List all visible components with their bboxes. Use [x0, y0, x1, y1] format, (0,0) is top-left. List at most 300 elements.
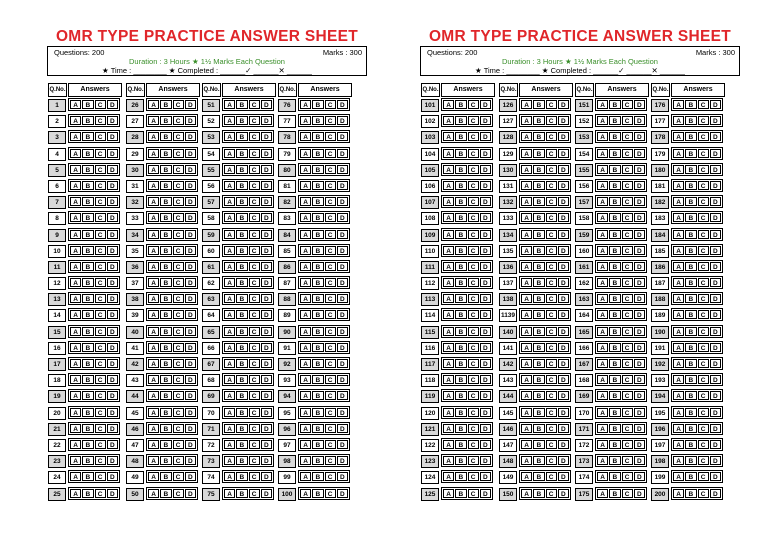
option-bubble-b[interactable]: B [160, 132, 171, 141]
option-bubble-d[interactable]: D [337, 489, 348, 498]
option-bubble-c[interactable]: C [698, 489, 709, 498]
option-bubble-a[interactable]: A [443, 165, 454, 174]
option-bubble-d[interactable]: D [185, 359, 196, 368]
option-bubble-a[interactable]: A [224, 375, 235, 384]
option-bubble-d[interactable]: D [107, 100, 118, 109]
option-bubble-d[interactable]: D [107, 246, 118, 255]
option-bubble-b[interactable]: B [236, 181, 247, 190]
option-bubble-b[interactable]: B [82, 181, 93, 190]
option-bubble-a[interactable]: A [300, 230, 311, 239]
option-bubble-a[interactable]: A [521, 278, 532, 287]
option-bubble-a[interactable]: A [443, 230, 454, 239]
option-bubble-a[interactable]: A [148, 132, 159, 141]
option-bubble-c[interactable]: C [546, 472, 557, 481]
option-bubble-d[interactable]: D [337, 424, 348, 433]
option-bubble-d[interactable]: D [710, 294, 721, 303]
option-bubble-a[interactable]: A [148, 100, 159, 109]
option-bubble-d[interactable]: D [337, 230, 348, 239]
option-bubble-a[interactable]: A [148, 262, 159, 271]
option-bubble-a[interactable]: A [300, 246, 311, 255]
option-bubble-c[interactable]: C [249, 424, 260, 433]
option-bubble-d[interactable]: D [634, 132, 645, 141]
option-bubble-d[interactable]: D [185, 132, 196, 141]
option-bubble-c[interactable]: C [468, 213, 479, 222]
option-bubble-a[interactable]: A [673, 472, 684, 481]
option-bubble-b[interactable]: B [236, 391, 247, 400]
option-bubble-c[interactable]: C [622, 181, 633, 190]
option-bubble-a[interactable]: A [224, 230, 235, 239]
option-bubble-a[interactable]: A [70, 489, 81, 498]
option-bubble-a[interactable]: A [443, 213, 454, 222]
option-bubble-a[interactable]: A [70, 327, 81, 336]
option-bubble-b[interactable]: B [455, 408, 466, 417]
option-bubble-d[interactable]: D [107, 310, 118, 319]
option-bubble-b[interactable]: B [312, 327, 323, 336]
option-bubble-c[interactable]: C [325, 456, 336, 465]
option-bubble-a[interactable]: A [673, 294, 684, 303]
option-bubble-b[interactable]: B [455, 489, 466, 498]
option-bubble-d[interactable]: D [261, 262, 272, 271]
option-bubble-b[interactable]: B [82, 230, 93, 239]
option-bubble-d[interactable]: D [107, 359, 118, 368]
option-bubble-c[interactable]: C [249, 343, 260, 352]
option-bubble-c[interactable]: C [249, 132, 260, 141]
option-bubble-d[interactable]: D [558, 132, 569, 141]
option-bubble-b[interactable]: B [455, 424, 466, 433]
option-bubble-b[interactable]: B [533, 149, 544, 158]
option-bubble-d[interactable]: D [480, 440, 491, 449]
option-bubble-c[interactable]: C [95, 375, 106, 384]
option-bubble-a[interactable]: A [443, 391, 454, 400]
option-bubble-d[interactable]: D [558, 375, 569, 384]
option-bubble-c[interactable]: C [173, 294, 184, 303]
option-bubble-b[interactable]: B [160, 262, 171, 271]
option-bubble-a[interactable]: A [597, 230, 608, 239]
option-bubble-d[interactable]: D [261, 310, 272, 319]
option-bubble-c[interactable]: C [249, 440, 260, 449]
option-bubble-b[interactable]: B [685, 359, 696, 368]
option-bubble-a[interactable]: A [300, 440, 311, 449]
option-bubble-c[interactable]: C [249, 391, 260, 400]
option-bubble-a[interactable]: A [300, 391, 311, 400]
option-bubble-d[interactable]: D [185, 489, 196, 498]
option-bubble-d[interactable]: D [480, 132, 491, 141]
option-bubble-c[interactable]: C [468, 165, 479, 174]
option-bubble-b[interactable]: B [312, 472, 323, 481]
option-bubble-d[interactable]: D [558, 197, 569, 206]
option-bubble-b[interactable]: B [312, 456, 323, 465]
option-bubble-c[interactable]: C [546, 375, 557, 384]
option-bubble-a[interactable]: A [521, 391, 532, 400]
option-bubble-c[interactable]: C [622, 149, 633, 158]
option-bubble-d[interactable]: D [634, 472, 645, 481]
option-bubble-d[interactable]: D [185, 375, 196, 384]
option-bubble-c[interactable]: C [622, 246, 633, 255]
option-bubble-c[interactable]: C [173, 456, 184, 465]
option-bubble-b[interactable]: B [455, 132, 466, 141]
option-bubble-c[interactable]: C [622, 391, 633, 400]
option-bubble-b[interactable]: B [609, 181, 620, 190]
option-bubble-d[interactable]: D [710, 327, 721, 336]
option-bubble-a[interactable]: A [224, 327, 235, 336]
option-bubble-a[interactable]: A [148, 456, 159, 465]
option-bubble-a[interactable]: A [597, 132, 608, 141]
option-bubble-c[interactable]: C [468, 456, 479, 465]
option-bubble-d[interactable]: D [710, 197, 721, 206]
option-bubble-b[interactable]: B [82, 327, 93, 336]
option-bubble-d[interactable]: D [261, 116, 272, 125]
option-bubble-b[interactable]: B [685, 294, 696, 303]
option-bubble-d[interactable]: D [480, 230, 491, 239]
option-bubble-a[interactable]: A [224, 359, 235, 368]
option-bubble-c[interactable]: C [468, 472, 479, 481]
option-bubble-c[interactable]: C [173, 213, 184, 222]
option-bubble-a[interactable]: A [148, 375, 159, 384]
option-bubble-d[interactable]: D [337, 408, 348, 417]
option-bubble-c[interactable]: C [698, 440, 709, 449]
option-bubble-a[interactable]: A [673, 489, 684, 498]
option-bubble-b[interactable]: B [312, 310, 323, 319]
option-bubble-b[interactable]: B [82, 359, 93, 368]
option-bubble-b[interactable]: B [685, 262, 696, 271]
option-bubble-d[interactable]: D [337, 116, 348, 125]
option-bubble-d[interactable]: D [261, 472, 272, 481]
option-bubble-a[interactable]: A [597, 116, 608, 125]
option-bubble-c[interactable]: C [698, 246, 709, 255]
option-bubble-a[interactable]: A [300, 327, 311, 336]
option-bubble-d[interactable]: D [185, 472, 196, 481]
option-bubble-d[interactable]: D [480, 375, 491, 384]
option-bubble-c[interactable]: C [546, 310, 557, 319]
option-bubble-b[interactable]: B [533, 165, 544, 174]
option-bubble-a[interactable]: A [597, 440, 608, 449]
option-bubble-d[interactable]: D [558, 246, 569, 255]
option-bubble-a[interactable]: A [597, 359, 608, 368]
option-bubble-c[interactable]: C [173, 375, 184, 384]
option-bubble-a[interactable]: A [224, 424, 235, 433]
option-bubble-a[interactable]: A [443, 278, 454, 287]
option-bubble-b[interactable]: B [455, 181, 466, 190]
option-bubble-b[interactable]: B [685, 181, 696, 190]
option-bubble-a[interactable]: A [443, 294, 454, 303]
option-bubble-c[interactable]: C [95, 197, 106, 206]
option-bubble-d[interactable]: D [107, 132, 118, 141]
option-bubble-d[interactable]: D [634, 489, 645, 498]
option-bubble-d[interactable]: D [634, 100, 645, 109]
option-bubble-c[interactable]: C [468, 246, 479, 255]
option-bubble-d[interactable]: D [185, 456, 196, 465]
option-bubble-b[interactable]: B [160, 440, 171, 449]
option-bubble-d[interactable]: D [480, 149, 491, 158]
option-bubble-d[interactable]: D [710, 165, 721, 174]
option-bubble-c[interactable]: C [325, 424, 336, 433]
option-bubble-b[interactable]: B [685, 440, 696, 449]
option-bubble-c[interactable]: C [468, 230, 479, 239]
option-bubble-c[interactable]: C [546, 116, 557, 125]
option-bubble-b[interactable]: B [685, 489, 696, 498]
option-bubble-c[interactable]: C [698, 359, 709, 368]
option-bubble-c[interactable]: C [173, 408, 184, 417]
option-bubble-a[interactable]: A [224, 456, 235, 465]
option-bubble-d[interactable]: D [261, 327, 272, 336]
option-bubble-a[interactable]: A [300, 262, 311, 271]
option-bubble-b[interactable]: B [455, 246, 466, 255]
option-bubble-d[interactable]: D [185, 310, 196, 319]
option-bubble-b[interactable]: B [312, 132, 323, 141]
option-bubble-d[interactable]: D [337, 100, 348, 109]
option-bubble-b[interactable]: B [82, 149, 93, 158]
option-bubble-c[interactable]: C [546, 359, 557, 368]
option-bubble-b[interactable]: B [82, 262, 93, 271]
option-bubble-c[interactable]: C [468, 262, 479, 271]
option-bubble-c[interactable]: C [698, 391, 709, 400]
option-bubble-d[interactable]: D [558, 489, 569, 498]
option-bubble-c[interactable]: C [325, 165, 336, 174]
option-bubble-a[interactable]: A [443, 197, 454, 206]
option-bubble-a[interactable]: A [443, 262, 454, 271]
option-bubble-c[interactable]: C [249, 294, 260, 303]
option-bubble-b[interactable]: B [455, 262, 466, 271]
option-bubble-b[interactable]: B [160, 472, 171, 481]
option-bubble-d[interactable]: D [107, 213, 118, 222]
option-bubble-b[interactable]: B [236, 213, 247, 222]
option-bubble-a[interactable]: A [70, 213, 81, 222]
option-bubble-d[interactable]: D [634, 343, 645, 352]
option-bubble-a[interactable]: A [443, 246, 454, 255]
option-bubble-a[interactable]: A [148, 213, 159, 222]
option-bubble-d[interactable]: D [185, 149, 196, 158]
option-bubble-c[interactable]: C [249, 197, 260, 206]
option-bubble-d[interactable]: D [558, 116, 569, 125]
option-bubble-b[interactable]: B [236, 408, 247, 417]
option-bubble-b[interactable]: B [236, 456, 247, 465]
option-bubble-b[interactable]: B [312, 278, 323, 287]
option-bubble-a[interactable]: A [443, 100, 454, 109]
option-bubble-b[interactable]: B [609, 294, 620, 303]
option-bubble-c[interactable]: C [95, 327, 106, 336]
option-bubble-c[interactable]: C [95, 165, 106, 174]
option-bubble-c[interactable]: C [249, 165, 260, 174]
option-bubble-d[interactable]: D [710, 149, 721, 158]
option-bubble-b[interactable]: B [236, 310, 247, 319]
option-bubble-a[interactable]: A [224, 489, 235, 498]
option-bubble-c[interactable]: C [468, 294, 479, 303]
option-bubble-a[interactable]: A [70, 181, 81, 190]
option-bubble-c[interactable]: C [622, 408, 633, 417]
option-bubble-d[interactable]: D [710, 472, 721, 481]
option-bubble-c[interactable]: C [325, 327, 336, 336]
option-bubble-b[interactable]: B [455, 278, 466, 287]
option-bubble-b[interactable]: B [455, 375, 466, 384]
option-bubble-d[interactable]: D [185, 424, 196, 433]
option-bubble-b[interactable]: B [236, 424, 247, 433]
option-bubble-a[interactable]: A [443, 327, 454, 336]
option-bubble-d[interactable]: D [337, 197, 348, 206]
option-bubble-d[interactable]: D [558, 181, 569, 190]
option-bubble-d[interactable]: D [710, 424, 721, 433]
option-bubble-d[interactable]: D [480, 489, 491, 498]
option-bubble-d[interactable]: D [480, 391, 491, 400]
option-bubble-c[interactable]: C [325, 149, 336, 158]
option-bubble-b[interactable]: B [312, 440, 323, 449]
option-bubble-c[interactable]: C [95, 132, 106, 141]
option-bubble-a[interactable]: A [443, 489, 454, 498]
option-bubble-b[interactable]: B [533, 246, 544, 255]
option-bubble-b[interactable]: B [82, 132, 93, 141]
option-bubble-a[interactable]: A [300, 165, 311, 174]
option-bubble-a[interactable]: A [224, 278, 235, 287]
option-bubble-b[interactable]: B [685, 472, 696, 481]
option-bubble-d[interactable]: D [634, 230, 645, 239]
option-bubble-a[interactable]: A [224, 472, 235, 481]
option-bubble-a[interactable]: A [521, 375, 532, 384]
option-bubble-c[interactable]: C [173, 343, 184, 352]
option-bubble-d[interactable]: D [480, 197, 491, 206]
option-bubble-b[interactable]: B [533, 456, 544, 465]
option-bubble-a[interactable]: A [148, 343, 159, 352]
option-bubble-d[interactable]: D [558, 391, 569, 400]
option-bubble-b[interactable]: B [160, 327, 171, 336]
option-bubble-a[interactable]: A [443, 343, 454, 352]
option-bubble-b[interactable]: B [312, 359, 323, 368]
option-bubble-c[interactable]: C [249, 213, 260, 222]
option-bubble-d[interactable]: D [480, 116, 491, 125]
option-bubble-d[interactable]: D [107, 408, 118, 417]
option-bubble-b[interactable]: B [533, 132, 544, 141]
option-bubble-c[interactable]: C [468, 310, 479, 319]
option-bubble-c[interactable]: C [698, 165, 709, 174]
option-bubble-a[interactable]: A [148, 472, 159, 481]
option-bubble-c[interactable]: C [325, 391, 336, 400]
option-bubble-d[interactable]: D [558, 278, 569, 287]
option-bubble-c[interactable]: C [95, 116, 106, 125]
option-bubble-c[interactable]: C [546, 456, 557, 465]
option-bubble-a[interactable]: A [300, 116, 311, 125]
option-bubble-c[interactable]: C [173, 391, 184, 400]
option-bubble-b[interactable]: B [685, 100, 696, 109]
option-bubble-b[interactable]: B [236, 132, 247, 141]
option-bubble-b[interactable]: B [455, 343, 466, 352]
option-bubble-c[interactable]: C [546, 424, 557, 433]
option-bubble-d[interactable]: D [107, 424, 118, 433]
option-bubble-d[interactable]: D [337, 327, 348, 336]
option-bubble-b[interactable]: B [312, 262, 323, 271]
option-bubble-b[interactable]: B [160, 246, 171, 255]
option-bubble-a[interactable]: A [443, 149, 454, 158]
option-bubble-b[interactable]: B [685, 132, 696, 141]
option-bubble-c[interactable]: C [249, 100, 260, 109]
option-bubble-c[interactable]: C [546, 149, 557, 158]
option-bubble-d[interactable]: D [185, 246, 196, 255]
option-bubble-c[interactable]: C [468, 359, 479, 368]
option-bubble-d[interactable]: D [337, 359, 348, 368]
option-bubble-c[interactable]: C [546, 213, 557, 222]
option-bubble-c[interactable]: C [698, 197, 709, 206]
option-bubble-b[interactable]: B [609, 424, 620, 433]
option-bubble-b[interactable]: B [312, 375, 323, 384]
option-bubble-b[interactable]: B [160, 375, 171, 384]
option-bubble-a[interactable]: A [224, 197, 235, 206]
option-bubble-c[interactable]: C [546, 327, 557, 336]
option-bubble-c[interactable]: C [173, 132, 184, 141]
option-bubble-d[interactable]: D [107, 278, 118, 287]
option-bubble-b[interactable]: B [236, 246, 247, 255]
option-bubble-d[interactable]: D [634, 310, 645, 319]
option-bubble-a[interactable]: A [443, 440, 454, 449]
option-bubble-b[interactable]: B [312, 424, 323, 433]
option-bubble-b[interactable]: B [82, 213, 93, 222]
option-bubble-a[interactable]: A [521, 343, 532, 352]
option-bubble-c[interactable]: C [173, 165, 184, 174]
option-bubble-a[interactable]: A [224, 100, 235, 109]
option-bubble-a[interactable]: A [443, 359, 454, 368]
option-bubble-d[interactable]: D [337, 310, 348, 319]
option-bubble-d[interactable]: D [480, 327, 491, 336]
option-bubble-c[interactable]: C [622, 230, 633, 239]
option-bubble-a[interactable]: A [521, 100, 532, 109]
option-bubble-b[interactable]: B [312, 165, 323, 174]
option-bubble-b[interactable]: B [312, 181, 323, 190]
option-bubble-d[interactable]: D [185, 408, 196, 417]
option-bubble-c[interactable]: C [325, 408, 336, 417]
option-bubble-a[interactable]: A [70, 278, 81, 287]
option-bubble-d[interactable]: D [261, 343, 272, 352]
option-bubble-d[interactable]: D [558, 310, 569, 319]
option-bubble-d[interactable]: D [107, 375, 118, 384]
option-bubble-d[interactable]: D [107, 440, 118, 449]
option-bubble-d[interactable]: D [558, 294, 569, 303]
option-bubble-d[interactable]: D [480, 181, 491, 190]
option-bubble-d[interactable]: D [634, 359, 645, 368]
option-bubble-a[interactable]: A [70, 294, 81, 303]
option-bubble-d[interactable]: D [185, 116, 196, 125]
option-bubble-c[interactable]: C [173, 440, 184, 449]
option-bubble-d[interactable]: D [634, 278, 645, 287]
option-bubble-d[interactable]: D [337, 132, 348, 141]
option-bubble-d[interactable]: D [710, 391, 721, 400]
option-bubble-b[interactable]: B [455, 472, 466, 481]
option-bubble-a[interactable]: A [521, 310, 532, 319]
option-bubble-d[interactable]: D [337, 440, 348, 449]
option-bubble-b[interactable]: B [609, 149, 620, 158]
option-bubble-a[interactable]: A [70, 359, 81, 368]
option-bubble-d[interactable]: D [337, 456, 348, 465]
option-bubble-a[interactable]: A [224, 294, 235, 303]
option-bubble-c[interactable]: C [622, 327, 633, 336]
option-bubble-b[interactable]: B [533, 310, 544, 319]
option-bubble-a[interactable]: A [597, 100, 608, 109]
option-bubble-d[interactable]: D [710, 408, 721, 417]
option-bubble-d[interactable]: D [185, 230, 196, 239]
option-bubble-b[interactable]: B [82, 246, 93, 255]
option-bubble-c[interactable]: C [622, 132, 633, 141]
option-bubble-b[interactable]: B [312, 116, 323, 125]
option-bubble-b[interactable]: B [160, 343, 171, 352]
option-bubble-a[interactable]: A [443, 375, 454, 384]
option-bubble-b[interactable]: B [82, 456, 93, 465]
option-bubble-c[interactable]: C [546, 391, 557, 400]
option-bubble-b[interactable]: B [455, 116, 466, 125]
option-bubble-b[interactable]: B [609, 440, 620, 449]
option-bubble-a[interactable]: A [673, 246, 684, 255]
option-bubble-d[interactable]: D [261, 391, 272, 400]
option-bubble-a[interactable]: A [148, 230, 159, 239]
option-bubble-c[interactable]: C [325, 100, 336, 109]
option-bubble-c[interactable]: C [698, 408, 709, 417]
option-bubble-d[interactable]: D [480, 100, 491, 109]
option-bubble-d[interactable]: D [634, 181, 645, 190]
option-bubble-b[interactable]: B [609, 213, 620, 222]
